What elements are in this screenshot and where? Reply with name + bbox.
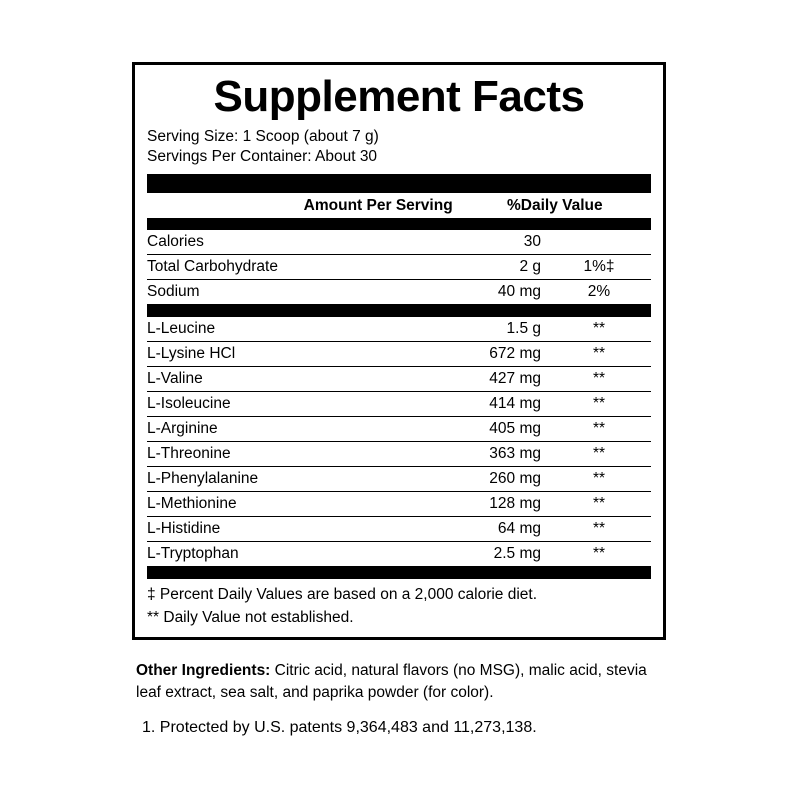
amino-amount: 414 mg: [391, 392, 547, 417]
amino-dv: **: [547, 517, 651, 542]
amino-name: L-Valine: [147, 367, 391, 392]
amino-amount: 405 mg: [391, 417, 547, 442]
amino-dv: **: [547, 317, 651, 342]
amino-dv: **: [547, 417, 651, 442]
nutrients-table: [147, 230, 651, 305]
table-row: [147, 467, 651, 492]
amino-acids-table: [147, 317, 651, 567]
amino-name: L-Histidine: [147, 517, 391, 542]
amino-name: L-Threonine: [147, 442, 391, 467]
amino-name: L-Methionine: [147, 492, 391, 517]
amino-dv: **: [547, 467, 651, 492]
table-row: [147, 230, 651, 255]
nutrient-name: Total Carbohydrate: [147, 255, 391, 280]
nutrient-amount: 30: [391, 230, 547, 255]
amino-name: L-Phenylalanine: [147, 467, 391, 492]
nutrient-dv: [547, 230, 651, 255]
amino-dv: **: [547, 367, 651, 392]
other-ingredients-text: Citric acid, natural flavors (no MSG), malic acid, stevia leaf extract, sea salt, and paprika powder (for color).: [136, 662, 647, 702]
supplement-facts-panel: [132, 62, 666, 640]
nutrient-amount: 40 mg: [391, 280, 547, 305]
amino-amount: 260 mg: [391, 467, 547, 492]
patent-note: 1. Protected by U.S. patents 9,364,483 and 11,273,138.: [142, 718, 537, 736]
divider-thick-header: [147, 218, 651, 230]
table-row: [147, 442, 651, 467]
nutrition-table: [147, 193, 651, 218]
footnote-daily-value: ‡ Percent Daily Values are based on a 2,000 calorie diet.: [147, 586, 538, 604]
table-row: [147, 417, 651, 442]
amino-amount: 427 mg: [391, 367, 547, 392]
amino-amount: 1.5 g: [391, 317, 547, 342]
table-row: [147, 517, 651, 542]
footnotes: [147, 579, 651, 629]
divider-thick-top: [147, 174, 651, 193]
other-ingredients: [136, 660, 676, 705]
table-row: [147, 392, 651, 417]
amino-dv: **: [547, 392, 651, 417]
amino-dv: **: [547, 492, 651, 517]
table-row: [147, 542, 651, 567]
amino-name: L-Isoleucine: [147, 392, 391, 417]
nutrient-dv: 1%‡: [547, 255, 651, 280]
footnote-not-established: ** Daily Value not established.: [147, 608, 354, 626]
table-row: [147, 492, 651, 517]
table-header-row: [147, 193, 651, 218]
divider-thick-amino: [147, 305, 651, 317]
amino-dv: **: [547, 442, 651, 467]
table-row: [147, 367, 651, 392]
divider-thick-bottom: [147, 567, 651, 579]
table-row: [147, 317, 651, 342]
amino-amount: 128 mg: [391, 492, 547, 517]
table-row: [147, 280, 651, 305]
table-row: [147, 255, 651, 280]
amino-name: L-Tryptophan: [147, 542, 391, 567]
amino-amount: 64 mg: [391, 517, 547, 542]
amino-name: L-Arginine: [147, 417, 391, 442]
header-daily-value: %Daily Value: [507, 197, 603, 215]
nutrient-dv: 2%: [547, 280, 651, 305]
nutrient-name: Calories: [147, 230, 391, 255]
amino-amount: 2.5 mg: [391, 542, 547, 567]
amino-name: L-Lysine HCl: [147, 342, 391, 367]
page-title: Supplement Facts: [213, 72, 585, 121]
header-amount-per-serving: Amount Per Serving: [303, 197, 453, 215]
amino-amount: 672 mg: [391, 342, 547, 367]
nutrient-amount: 2 g: [391, 255, 547, 280]
amino-amount: 363 mg: [391, 442, 547, 467]
table-row: [147, 342, 651, 367]
nutrient-name: Sodium: [147, 280, 391, 305]
amino-dv: **: [547, 342, 651, 367]
other-ingredients-label: Other Ingredients:: [136, 662, 271, 679]
amino-name: L-Leucine: [147, 317, 391, 342]
amino-dv: **: [547, 542, 651, 567]
serving-size: Serving Size: 1 Scoop (about 7 g): [147, 127, 379, 145]
servings-per-container: Servings Per Container: About 30: [147, 148, 378, 166]
below-panel-notes: [136, 660, 676, 737]
